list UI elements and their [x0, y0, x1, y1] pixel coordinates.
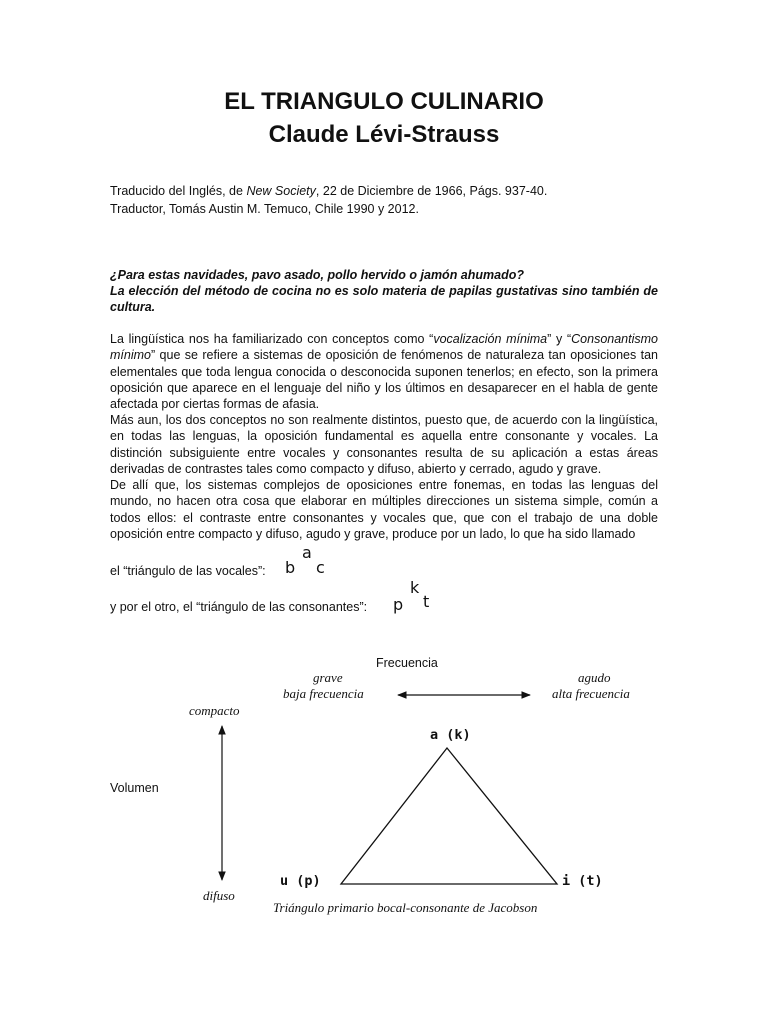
grave-label: grave — [313, 670, 343, 685]
agudo-label: agudo — [578, 670, 611, 685]
translation-source: Traducido del Inglés, de New Society, 22 de Diciembre de 1966, Págs. 937-40. — [110, 184, 548, 198]
translator-credit: Traductor, Tomás Austin M. Temuco, Chile 1990 y 2012. — [110, 202, 419, 216]
consonant-right: t — [423, 592, 430, 611]
high-frequency-label: alta frecuencia — [552, 686, 630, 701]
consonant-left: p — [393, 595, 404, 614]
document-title: EL TRIANGULO CULINARIO — [224, 88, 544, 115]
vowel-top: a — [302, 543, 312, 562]
vowel-triangle-label: el “triángulo de las vocales”: — [110, 564, 266, 578]
paragraph-2: Más aun, los dos conceptos no son realmente distintos, puesto que, de acuerdo con la lingüística, en todas las lenguas, la oposición fundamental es aquella entre consonante y vocales. La distinción subsiguiente entre vocales y consonantes resulta de su aplicación a estas áreas derivadas de contrastes tales como compacto y difuso, abierto y cerrado, agudo y grave. — [110, 413, 658, 477]
vertex-right-label: i (t) — [562, 873, 603, 889]
low-frequency-label: baja frecuencia — [283, 686, 364, 701]
vowel-right: c — [316, 558, 325, 577]
frequency-label: Frecuencia — [376, 656, 438, 670]
document-author: Claude Lévi-Strauss — [268, 121, 500, 148]
paragraph-3: De allí que, los sistemas complejos de oposiciones entre fonemas, en todas las lenguas del mundo, no hacen otra cosa que elaborar en múltiples direcciones un sistema simple, común a todos ellos: el contraste entre consonantes y vocales que, que con el trabajo de una doble oposición entre compacto y difuso, agudo y grave, produce por un lado, lo que ha sido llamado — [110, 478, 658, 542]
vertex-left-label: u (p) — [280, 873, 321, 889]
term-consonantismo: Consonantismo mínimo — [110, 332, 658, 363]
vertex-top-label: a (k) — [430, 727, 471, 743]
source-publication: New Society — [246, 184, 316, 198]
consonant-top: k — [410, 578, 420, 597]
compacto-label: compacto — [189, 703, 240, 718]
jakobson-triangle — [341, 748, 557, 884]
intro-question: ¿Para estas navidades, pavo asado, pollo hervido o jamón ahumado? — [110, 268, 524, 282]
intro-statement: La elección del método de cocina no es solo materia de papilas gustativas sino también de cultura. — [110, 284, 658, 315]
consonant-triangle-label: y por el otro, el “triángulo de las consonantes”: — [110, 600, 368, 614]
figure-caption: Triángulo primario bocal-consonante de Jacobson — [273, 900, 538, 915]
vowel-left: b — [285, 558, 296, 577]
term-vocalizacion: vocalización mínima — [433, 332, 548, 346]
volume-label: Volumen — [110, 781, 159, 795]
difuso-label: difuso — [203, 888, 235, 903]
paragraph-1: La lingüística nos ha familiarizado con conceptos como “vocalización mínima” y “Consonantismo mínimo” que se refiere a sistemas de oposición de fenómenos de naturaleza tan oposiciones tan elementales que toda lengua conocida o desconocida suponen tenerlos; en efecto, son la primera oposición que aparece en el lenguaje del niño y los últimos en desaparecer en el habla de gente afectada por ciertas formas de afasia. — [110, 332, 658, 412]
